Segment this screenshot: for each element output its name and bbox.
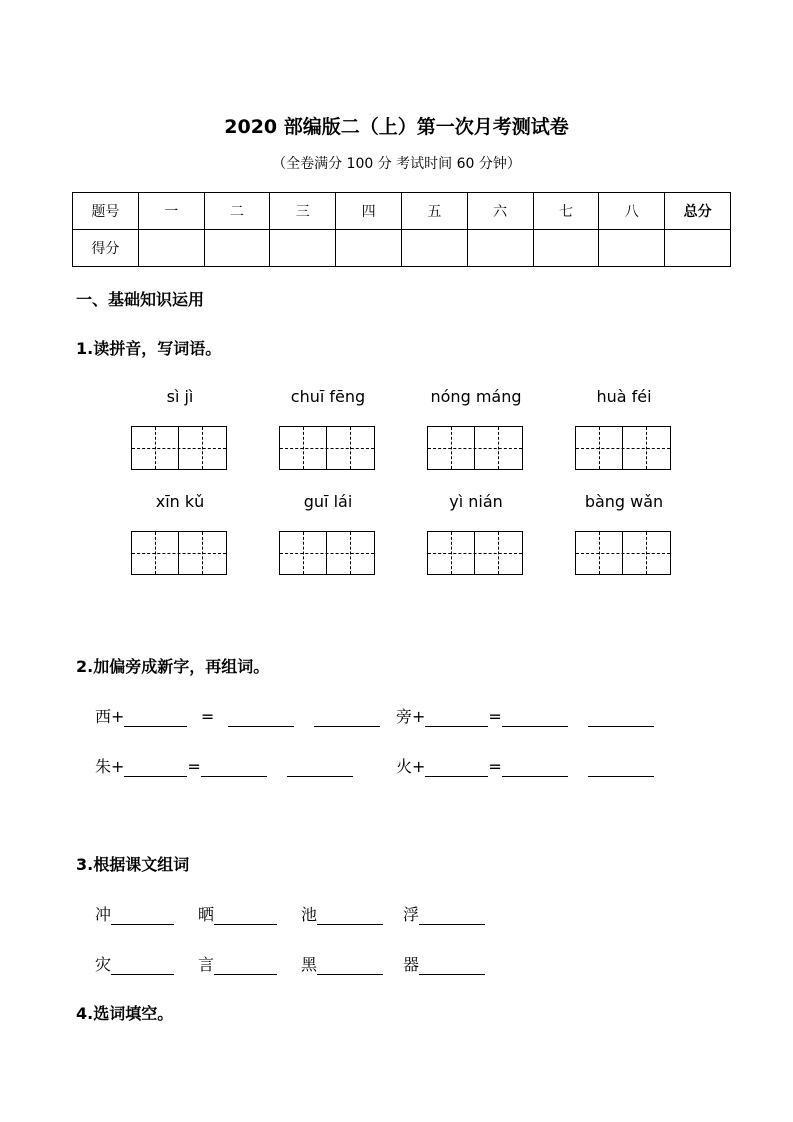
radical-row (396, 754, 654, 777)
score-table-score-row (73, 230, 731, 267)
answer-blank[interactable] (214, 906, 277, 925)
score-cell[interactable] (467, 230, 533, 267)
equals-sign: = (488, 757, 502, 776)
pinyin-label: guī lái (303, 492, 353, 511)
header-cell: 七 (533, 193, 599, 230)
radical-prompt: 西+ (95, 707, 125, 726)
writing-grid[interactable] (427, 426, 523, 470)
question-1-title: 1.读拼音，写词语。 (76, 339, 222, 358)
header-cell: 四 (336, 193, 402, 230)
answer-blank[interactable] (502, 708, 568, 727)
grid-guide (280, 553, 374, 554)
page-subtitle: （全卷满分 100 分 考试时间 60 分钟） (272, 156, 521, 172)
score-cell[interactable] (401, 230, 467, 267)
header-cell: 五 (401, 193, 467, 230)
word-row (95, 902, 174, 925)
answer-blank[interactable] (111, 956, 174, 975)
char-prompt: 冲 (95, 905, 112, 924)
char-prompt: 浮 (403, 905, 420, 924)
grid-guide (576, 553, 670, 554)
pinyin-label: huà féi (596, 387, 652, 406)
answer-blank[interactable] (419, 906, 485, 925)
grid-guide (132, 553, 226, 554)
word-row (95, 952, 174, 975)
answer-blank[interactable] (228, 708, 294, 727)
writing-grid[interactable] (427, 531, 523, 575)
answer-blank[interactable] (425, 758, 488, 777)
answer-blank[interactable] (588, 708, 654, 727)
score-cell[interactable] (336, 230, 402, 267)
header-cell: 题号 (73, 193, 139, 230)
answer-blank[interactable] (317, 956, 383, 975)
word-row (301, 952, 383, 975)
header-cell: 二 (204, 193, 270, 230)
pinyin-label: chuī fēng (290, 387, 366, 406)
answer-blank[interactable] (317, 906, 383, 925)
writing-grid[interactable] (575, 531, 671, 575)
char-prompt: 黑 (301, 955, 318, 974)
char-prompt: 器 (403, 955, 420, 974)
radical-prompt: 旁+ (396, 707, 426, 726)
pinyin-label: bàng wǎn (584, 492, 664, 511)
section-heading: 一、基础知识运用 (76, 290, 205, 309)
answer-blank[interactable] (588, 758, 654, 777)
radical-prompt: 朱+ (95, 757, 125, 776)
equals-sign: = (187, 757, 201, 776)
answer-blank[interactable] (111, 906, 174, 925)
char-prompt: 池 (301, 905, 318, 924)
writing-grid[interactable] (131, 426, 227, 470)
row-label-cell: 得分 (73, 230, 139, 267)
question-3-title: 3.根据课文组词 (76, 855, 190, 874)
pinyin-label: xīn kǔ (155, 492, 205, 511)
header-cell-total: 总分 (665, 193, 731, 230)
radical-row (396, 704, 654, 727)
word-row (198, 902, 277, 925)
score-table-header-row (73, 193, 731, 230)
score-table (72, 192, 731, 267)
grid-guide (132, 448, 226, 449)
score-cell[interactable] (204, 230, 270, 267)
char-prompt: 灾 (95, 955, 112, 974)
header-cell: 六 (467, 193, 533, 230)
grid-guide (280, 448, 374, 449)
score-cell[interactable] (599, 230, 665, 267)
answer-blank[interactable] (314, 708, 380, 727)
pinyin-label: nóng máng (430, 387, 522, 406)
word-row (198, 952, 277, 975)
score-cell[interactable] (665, 230, 731, 267)
writing-grid[interactable] (575, 426, 671, 470)
page-title: 2020 部编版二（上）第一次月考测试卷 (224, 116, 569, 138)
char-prompt: 晒 (198, 905, 215, 924)
header-cell: 一 (138, 193, 204, 230)
score-cell[interactable] (270, 230, 336, 267)
answer-blank[interactable] (502, 758, 568, 777)
word-row (403, 902, 485, 925)
equals-sign: = (488, 707, 502, 726)
question-2-title: 2.加偏旁成新字，再组词。 (76, 657, 270, 676)
question-4-title: 4.选词填空。 (76, 1004, 174, 1023)
header-cell: 八 (599, 193, 665, 230)
answer-blank[interactable] (425, 708, 488, 727)
writing-grid[interactable] (279, 531, 375, 575)
answer-blank[interactable] (214, 956, 277, 975)
word-row (403, 952, 485, 975)
answer-blank[interactable] (419, 956, 485, 975)
radical-prompt: 火+ (396, 757, 426, 776)
score-cell[interactable] (533, 230, 599, 267)
word-row (301, 902, 383, 925)
grid-guide (428, 553, 522, 554)
writing-grid[interactable] (131, 531, 227, 575)
pinyin-label: sì jì (166, 387, 194, 406)
answer-blank[interactable] (124, 708, 187, 727)
answer-blank[interactable] (287, 758, 353, 777)
header-cell: 三 (270, 193, 336, 230)
score-cell[interactable] (138, 230, 204, 267)
radical-row (95, 754, 353, 777)
writing-grid[interactable] (279, 426, 375, 470)
radical-row (95, 704, 380, 727)
answer-blank[interactable] (124, 758, 187, 777)
answer-blank[interactable] (201, 758, 267, 777)
grid-guide (428, 448, 522, 449)
pinyin-label: yì nián (449, 492, 503, 511)
grid-guide (576, 448, 670, 449)
equals-sign: = (200, 707, 215, 726)
char-prompt: 言 (198, 955, 215, 974)
